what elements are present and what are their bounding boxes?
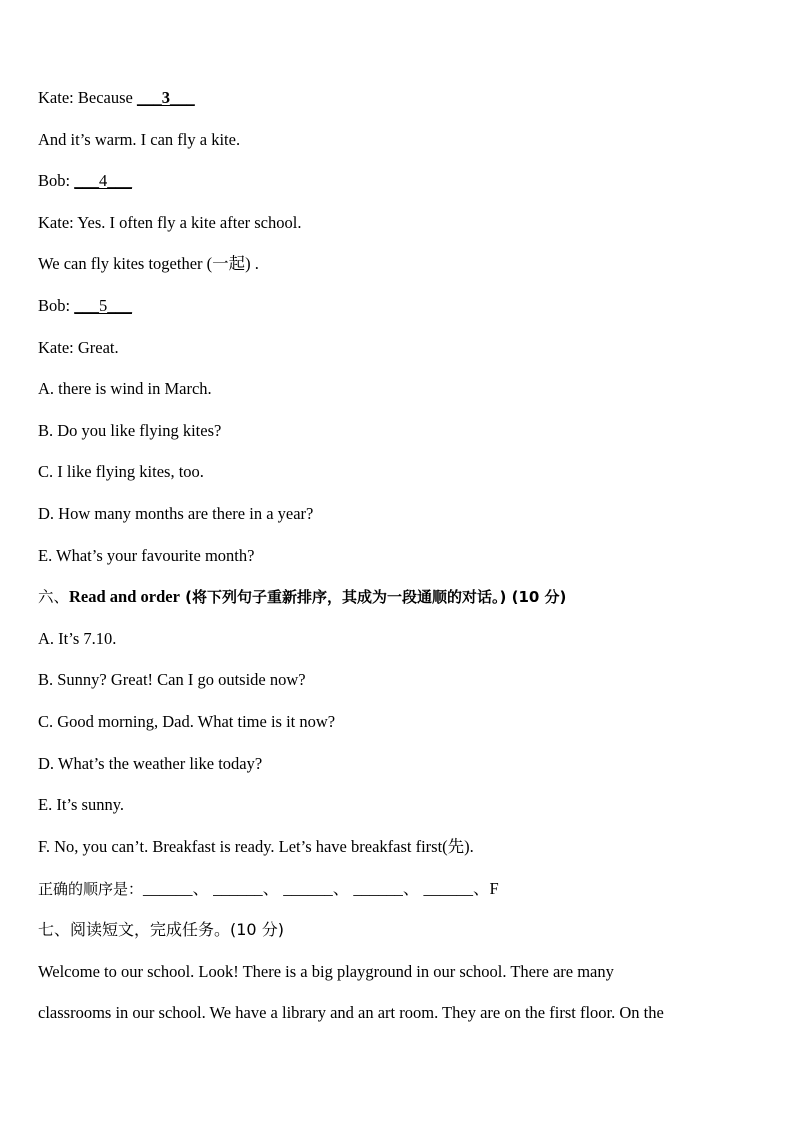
order-item-d: D. What’s the weather like today? [38, 754, 263, 773]
passage-line-2: classrooms in our school. We have a library and an art room. They are on the first floor. On the [38, 1003, 664, 1022]
option-b: B. Do you like flying kites? [38, 421, 222, 440]
section-7-heading: 七、阅读短文，完成任务。(10 分) [38, 920, 284, 939]
dialogue-line-bob-4 [38, 171, 132, 191]
dialogue-line-4: Kate: Yes. I often fly a kite after school. [38, 213, 302, 232]
order-item-e: E. It’s sunny. [38, 795, 125, 814]
speaker-bob: Bob: [38, 171, 75, 190]
speaker-bob: Bob: [38, 296, 75, 315]
dialogue-line-5: We can fly kites together (一起) . [38, 254, 259, 273]
section-6-number: 六、 [38, 588, 70, 606]
section-6-heading [38, 587, 566, 607]
answer-blank-3[interactable]: ___3___ [136, 88, 195, 107]
order-item-b: B. Sunny? Great! Can I go outside now? [38, 670, 306, 689]
order-item-c: C. Good morning, Dad. What time is it now? [38, 712, 336, 731]
dialogue-line-7: Kate: Great. [38, 338, 119, 357]
passage-line-1: Welcome to our school. Look! There is a big playground in our school. There are many [38, 962, 614, 981]
option-c: C. I like flying kites, too. [38, 462, 204, 481]
order-item-f: F. No, you can’t. Breakfast is ready. Let’s have breakfast first(先). [38, 837, 474, 856]
option-a: A. there is wind in March. [38, 379, 212, 398]
section-6-instruction: (将下列句子重新排序，其成为一段通顺的对话。) (10 分) [179, 588, 567, 606]
dialogue-line-bob-5 [38, 296, 132, 316]
order-item-a: A. It’s 7.10. [38, 629, 117, 648]
dialogue-text: Because [77, 88, 137, 107]
option-e: E. What’s your favourite month? [38, 546, 255, 565]
order-blanks[interactable]: ______、 ______、 ______、 ______、 ______、F [143, 879, 499, 898]
option-d: D. How many months are there in a year? [38, 504, 314, 523]
dialogue-line-2: And it’s warm. I can fly a kite. [38, 130, 241, 149]
dialogue-line-kate-3 [38, 88, 195, 108]
order-answer-line [38, 879, 499, 899]
answer-blank-4[interactable]: ___4___ [74, 171, 132, 190]
section-6-title: Read and order [69, 587, 180, 606]
order-label: 正确的顺序是： [38, 880, 144, 898]
answer-blank-5[interactable]: ___5___ [74, 296, 132, 315]
speaker-kate: Kate: [38, 88, 78, 107]
